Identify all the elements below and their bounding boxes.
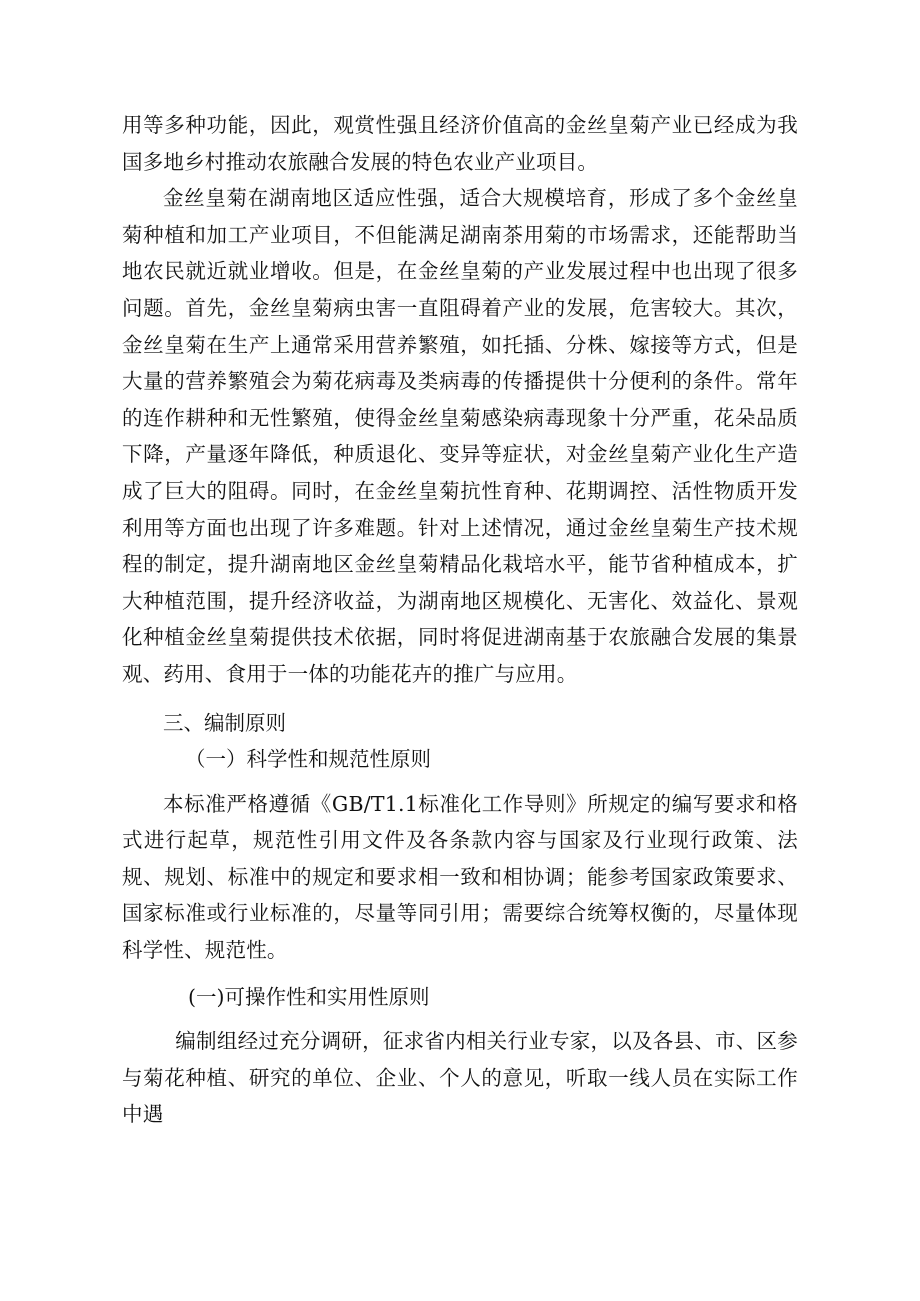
subsection-body-2: 编制组经过充分调研，征求省内相关行业专家，以及各县、市、区参与菊花种植、研究的单位、企业、个人的意见，听取一线人员在实际工作中遇 [122,1029,798,1127]
document-body [122,107,798,1133]
subsection-body-1: 本标准严格遵循《GB/T1.1标准化工作导则》所规定的编写要求和格式进行起草，规范性引用文件及各条款内容与国家及行业现行政策、法规、规划、标准中的规定和要求相一致和相协调；能参考国家政策要求、国家标准或行业标准的，尽量等同引用；需要综合统筹权衡的，尽量体现科学性、规范性。 [122,791,798,963]
subsection-heading-2: (一)可操作性和实用性原则 [188,984,430,1009]
section-heading: 三、编制原则 [163,710,286,735]
subsection-heading-1: （一）科学性和规范性原则 [185,747,431,772]
paragraph-continuation: 用等多种功能，因此，观赏性强且经济价值高的金丝皇菊产业已经成为我国多地乡村推动农旅融合发展的特色农业产业项目。 [122,113,798,174]
paragraph-background: 金丝皇菊在湖南地区适应性强，适合大规模培育，形成了多个金丝皇菊种植和加工产业项目，不但能满足湖南茶用菊的市场需求，还能帮助当地农民就近就业增收。但是，在金丝皇菊的产业发展过程中也出现了很多问题。首先，金丝皇菊病虫害一直阻碍着产业的发展，危害较大。其次，金丝皇菊在生产上通常采用营养繁殖，如托插、分株、嫁接等方式，但是大量的营养繁殖会为菊花病毒及类病毒的传播提供十分便利的条件。常年的连作耕种和无性繁殖，使得金丝皇菊感染病毒现象十分严重，花朵品质下降，产量逐年降低，种质退化、变异等症状，对金丝皇菊产业化生产造成了巨大的阻碍。同时，在金丝皇菊抗性育种、花期调控、活性物质开发利用等方面也出现了许多难题。针对上述情况，通过金丝皇菊生产技术规程的制定，提升湖南地区金丝皇菊精品化栽培水平，能节省种植成本，扩大种植范围，提升经济收益，为湖南地区规模化、无害化、效益化、景观化种植金丝皇菊提供技术依据，同时将促进湖南基于农旅融合发展的集景观、药用、食用于一体的功能花卉的推广与应用。 [122,186,798,686]
